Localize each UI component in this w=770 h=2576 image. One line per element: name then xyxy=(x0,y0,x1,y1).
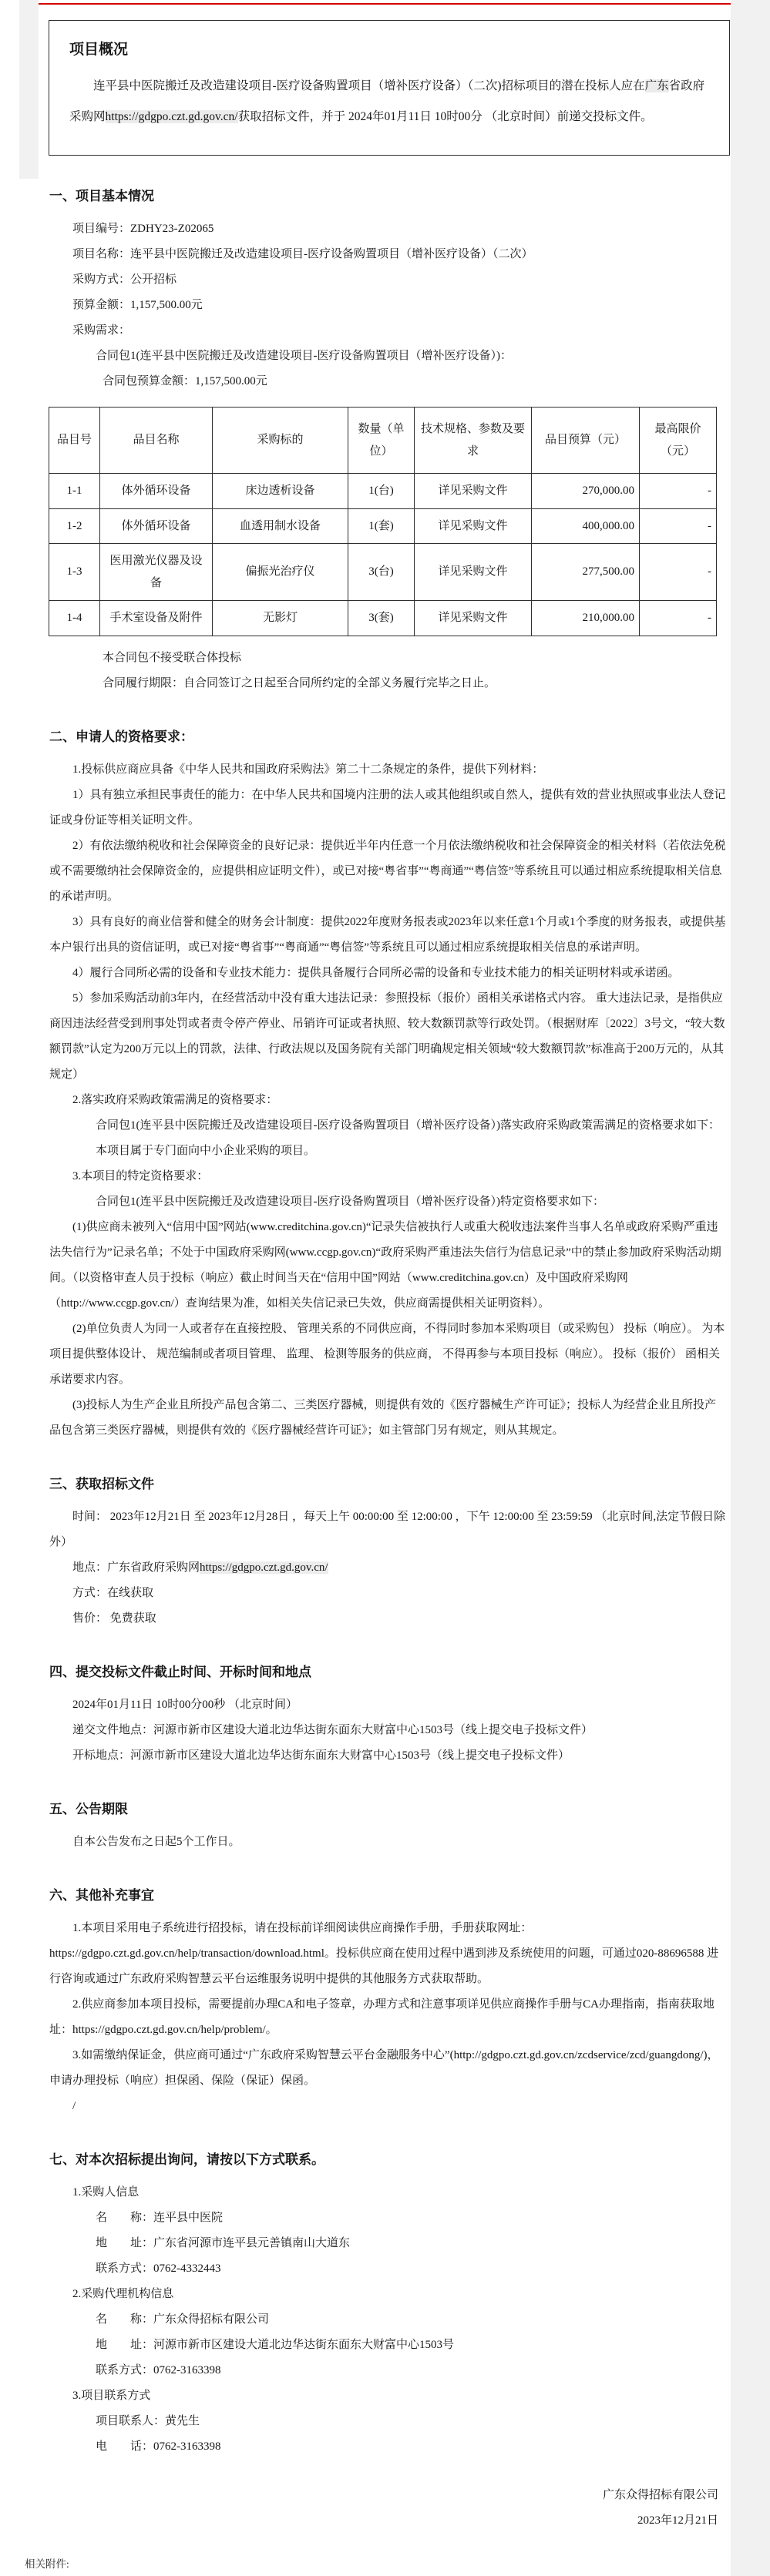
cell-spec: 详见采购文件 xyxy=(415,601,532,636)
section-5-heading: 五、公告期限 xyxy=(49,1801,128,1816)
cell-spec: 详见采购文件 xyxy=(415,508,532,544)
doc-obtain-place-link[interactable]: https://gdgpo.czt.gd.gov.cn/ xyxy=(200,1561,328,1574)
agency-contact: 联系方式：0762-3163398 xyxy=(96,2363,221,2376)
cell-item-name: 体外循环设备 xyxy=(100,508,213,544)
col-header-item-no: 品目号 xyxy=(49,408,100,474)
supplementary-para-4: / xyxy=(72,2099,76,2112)
table-header-row xyxy=(49,408,717,474)
cell-budget: 400,000.00 xyxy=(532,508,640,544)
qualification-para-6: 5）参加采购活动前3年内，在经营活动中没有重大违法记录：参照投标（报价）函相关承诺格式内容。 重大违法记录，是指供应商因违法经营受到刑事处罚或者责令停产停业、吊销许可证或者执照、较大数额罚款等行政处罚。（根据财库〔2022〕3号文，“较大数额罚款”认定为200万元以上的罚款，法律、行政法规以及国务院有关部门明确规定相关领域“较大数额罚款”标准高于200万元的，从其规定） xyxy=(49,991,725,1081)
section-6-heading: 六、其他补充事宜 xyxy=(49,1887,154,1903)
qualification-para-1: 1.投标供应商应具备《中华人民共和国政府采购法》第二十二条规定的条件，提供下列材料： xyxy=(72,763,544,776)
cell-subject: 血透用制水设备 xyxy=(213,508,348,544)
col-header-item-name: 品目名称 xyxy=(100,408,213,474)
cell-item-name: 体外循环设备 xyxy=(100,474,213,509)
section-7-heading: 七、对本次招标提出询问，请按以下方式联系。 xyxy=(49,2152,324,2167)
no-joint-bid-note: 本合同包不接受联合体投标 xyxy=(103,651,242,664)
purchaser-contact: 联系方式：0762-4332443 xyxy=(96,2262,221,2275)
cell-max-price: - xyxy=(640,508,717,544)
cell-item-no: 1-2 xyxy=(49,508,100,544)
cell-quantity: 3(套) xyxy=(348,601,415,636)
cell-max-price: - xyxy=(640,601,717,636)
section-2-heading: 二、申请人的资格要求： xyxy=(49,729,193,744)
agency-address: 地 址：河源市新市区建设大道北边华达街东面东大财富中心1503号 xyxy=(96,2338,455,2351)
cell-budget: 210,000.00 xyxy=(532,601,640,636)
qualification-para-12: (1)供应商未被列入“信用中国”网站(www.creditchina.gov.cn)“记录失信被执行人或重大税收违法案件当事人名单或政府采购严重违法失信行为”记录名单；不处于中国政府采购网(www.ccgp.gov.cn)“政府采购严重违法失信行为信息记录”中的禁止参加政府采购活动期间。（以资格审查人员于投标（响应）截止时间当天在“信用中国”网站（www.creditchina.gov.cn）及中国政府采购网（http://www.ccgp.gov.cn/）查询结果为准，如相关失信记录已失效，供应商需提供相关证明资料）。 xyxy=(49,1220,721,1310)
cell-max-price: - xyxy=(640,544,717,601)
supplementary-para-3: 3.如需缴纳保证金，供应商可通过“广东政府采购智慧云平台金融服务中心”(http://gdgpo.czt.gd.gov.cn/zcdservice/zcd/guangdong/)，申请办理投标（响应）担保函、保险（保证）保函。 xyxy=(49,2048,719,2087)
cell-budget: 277,500.00 xyxy=(532,544,640,601)
doc-obtain-time: 时间： 2023年12月21日 至 2023年12月28日 ，每天上午 00:00:00 至 12:00:00 ，下午 12:00:00 至 23:59:59 （北京时间,法定节假日除外） xyxy=(49,1510,726,1548)
document-sheet xyxy=(39,0,731,2534)
overview-paragraph xyxy=(69,71,709,132)
bid-submit-place: 递交文件地点：河源市新市区建设大道北边华达街东面东大财富中心1503号（线上提交电子投标文件） xyxy=(72,1723,593,1736)
signature-block xyxy=(39,2483,718,2534)
qualification-para-5: 4）履行合同所必需的设备和专业技术能力：提供具备履行合同所必需的设备和专业技术能力的相关证明材料或承诺函。 xyxy=(72,966,680,979)
table-row xyxy=(49,601,717,636)
cell-subject: 偏振光治疗仪 xyxy=(213,544,348,601)
cell-item-name: 医用激光仪器及设备 xyxy=(100,544,213,601)
project-contact-title: 3.项目联系方式 xyxy=(72,2389,151,2402)
qualification-para-7: 2.落实政府采购政策需满足的资格要求： xyxy=(72,1093,278,1106)
agency-info-title: 2.采购代理机构信息 xyxy=(72,2287,174,2300)
budget-amount: 预算金额：1,157,500.00元 xyxy=(72,299,203,312)
overview-text-3: 获取招标文件，并于 2024年01月11日 10时00分 （北京时间）前递交投标文件。 xyxy=(237,109,653,123)
contract-duration: 合同履行期限：自合同签订之日起至合同所约定的全部义务履行完毕之日止。 xyxy=(103,676,496,689)
purchaser-info-title: 1.采购人信息 xyxy=(72,2185,140,2199)
qualification-para-8: 合同包1(连平县中医院搬迁及改造建设项目-医疗设备购置项目（增补医疗设备）)落实政府采购政策需满足的资格要求如下： xyxy=(96,1119,720,1132)
cell-item-no: 1-3 xyxy=(49,544,100,601)
cell-quantity: 1(套) xyxy=(348,508,415,544)
contract-package-budget: 合同包预算金额：1,157,500.00元 xyxy=(103,375,267,388)
cell-max-price: - xyxy=(640,474,717,509)
supplementary-para-1: 1.本项目采用电子系统进行招投标，请在投标前详细阅读供应商操作手册，手册获取网址：https://gdgpo.czt.gd.gov.cn/help/transaction/download.html。投标供应商在使用过程中遇到涉及系统使用的问题，可通过020-88696588 进行咨询或通过广东政府采购智慧云平台运维服务说明中提供的其他服务方式获取帮助。 xyxy=(49,1921,719,1985)
cell-subject: 无影灯 xyxy=(213,601,348,636)
overview-highlight-guangdong: 广东 xyxy=(644,79,669,92)
agency-name: 名 称：广东众得招标有限公司 xyxy=(96,2313,270,2326)
procurement-site-link[interactable]: https://gdgpo.czt.gd.gov.cn/ xyxy=(105,109,238,123)
cell-budget: 270,000.00 xyxy=(532,474,640,509)
announcement-period: 自本公告发布之日起5个工作日。 xyxy=(72,1835,240,1848)
contract-package-line: 合同包1(连平县中医院搬迁及改造建设项目-医疗设备购置项目（增补医疗设备）)： xyxy=(96,350,512,363)
right-gray-band xyxy=(731,0,770,2576)
signature-date: 2023年12月21日 xyxy=(637,2514,718,2527)
col-header-subject: 采购标的 xyxy=(213,408,348,474)
cell-subject: 床边透析设备 xyxy=(213,474,348,509)
qualification-para-9: 本项目属于专门面向中小企业采购的项目。 xyxy=(96,1144,316,1157)
supplementary-para-2: 2.供应商参加本项目投标，需要提前办理CA和电子签章，办理方式和注意事项详见供应商操作手册与CA办理指南，指南获取地址：https://gdgpo.czt.gd.gov.cn/help/problem/。 xyxy=(49,1997,715,2036)
top-red-line xyxy=(39,3,731,5)
col-header-quantity: 数量（单位） xyxy=(348,408,415,474)
qualification-para-13: (2)单位负责人为同一人或者存在直接控股、 管理关系的不同供应商，不得同时参加本采购项目（或采购包） 投标（响应）。 为本项目提供整体设计、 规范编制或者项目管理、 监理、 检测等服务的供应商， 不得再参与本项目投标（响应）。 投标（报价） 函相关承诺要求内容。 xyxy=(49,1322,725,1386)
section-1-heading: 一、项目基本情况 xyxy=(49,189,154,204)
table-row xyxy=(49,544,717,601)
qualification-para-11: 合同包1(连平县中医院搬迁及改造建设项目-医疗设备购置项目（增补医疗设备）)特定资格要求如下： xyxy=(96,1195,604,1208)
col-header-spec: 技术规格、参数及要求 xyxy=(415,408,532,474)
project-overview-box xyxy=(49,20,730,156)
purchaser-address: 地 址：广东省河源市连平县元善镇南山大道东 xyxy=(96,2236,351,2249)
project-number: 项目编号：ZDHY23-Z02065 xyxy=(72,223,214,236)
section-4-heading: 四、提交投标文件截止时间、开标时间和地点 xyxy=(49,1664,311,1679)
bid-deadline: 2024年01月11日 10时00分00秒 （北京时间） xyxy=(72,1698,298,1711)
cell-item-no: 1-4 xyxy=(49,601,100,636)
procurement-demand-label: 采购需求： xyxy=(72,324,131,337)
qualification-para-10: 3.本项目的特定资格要求： xyxy=(72,1169,209,1182)
col-header-max-price: 最高限价（元） xyxy=(640,408,717,474)
signature-company: 广东众得招标有限公司 xyxy=(602,2488,718,2501)
overview-title: 项目概况 xyxy=(69,42,129,58)
procurement-items-table xyxy=(49,407,717,636)
purchaser-name: 名 称：连平县中医院 xyxy=(96,2211,224,2224)
project-contact-person: 项目联系人：黄先生 xyxy=(96,2414,200,2427)
doc-obtain-place-label: 地点：广东省政府采购网 xyxy=(72,1561,200,1574)
project-name: 项目名称：连平县中医院搬迁及改造建设项目-医疗设备购置项目（增补医疗设备）（二次） xyxy=(72,248,533,261)
cell-item-name: 手术室设备及附件 xyxy=(100,601,213,636)
overview-text-1: 连平县中医院搬迁及改造建设项目-医疗设备购置项目（增补医疗设备）（二次)招标项目的潜在投标人应在 xyxy=(93,79,645,92)
doc-obtain-place xyxy=(49,1555,726,1581)
cell-quantity: 1(台) xyxy=(348,474,415,509)
bid-open-place: 开标地点：河源市新市区建设大道北边华达街东面东大财富中心1503号（线上提交电子投标文件） xyxy=(72,1749,570,1762)
doc-obtain-method: 方式：在线获取 xyxy=(72,1586,154,1599)
table-row xyxy=(49,474,717,509)
procurement-method: 采购方式：公开招标 xyxy=(72,273,177,287)
qualification-para-3: 2）有依法缴纳税收和社会保障资金的良好记录：提供近半年内任意一个月依法缴纳税收和社会保障资金的相关材料（若依法免税或不需要缴纳社会保障资金的，应提供相应证明文件），或已对接“粤省事”“粤商通”“粤信签”等系统且可以通过相应系统提取相关信息的承诺声明。 xyxy=(49,839,726,903)
qualification-para-14: (3)投标人为生产企业且所投产品包含第二、三类医疗器械，则提供有效的《医疗器械生产许可证》；投标人为经营企业且所投产品包含第三类医疗器械，则提供有效的《医疗器械经营许可证》；如主管部门另有规定，则从其规定。 xyxy=(49,1398,716,1437)
table-row xyxy=(49,508,717,544)
cell-spec: 详见采购文件 xyxy=(415,474,532,509)
cell-item-no: 1-1 xyxy=(49,474,100,509)
overview-text-2: 省政府采购网 xyxy=(69,79,705,123)
qualification-para-2: 1）具有独立承担民事责任的能力：在中华人民共和国境内注册的法人或其他组织或自然人，提供有效的营业执照或事业法人登记证或身份证等相关证明文件。 xyxy=(49,788,726,827)
section-3-heading: 三、获取招标文件 xyxy=(49,1476,154,1491)
project-contact-phone: 电 话：0762-3163398 xyxy=(96,2440,221,2453)
doc-obtain-price: 售价： 免费获取 xyxy=(72,1612,156,1625)
left-gray-band xyxy=(19,0,39,179)
cell-spec: 详见采购文件 xyxy=(415,544,532,601)
cell-quantity: 3(台) xyxy=(348,544,415,601)
qualification-para-4: 3）具有良好的商业信誉和健全的财务会计制度：提供2022年度财务报表或2023年以来任意1个月或1个季度的财务报表，或提供基本户银行出具的资信证明，或已对接“粤省事”“粤商通”“粤信签”等系统且可以通过相应系统提取相关信息的承诺声明。 xyxy=(49,915,726,954)
col-header-item-budget: 品目预算（元） xyxy=(532,408,640,474)
related-attachments-label: 相关附件: xyxy=(25,2558,69,2570)
